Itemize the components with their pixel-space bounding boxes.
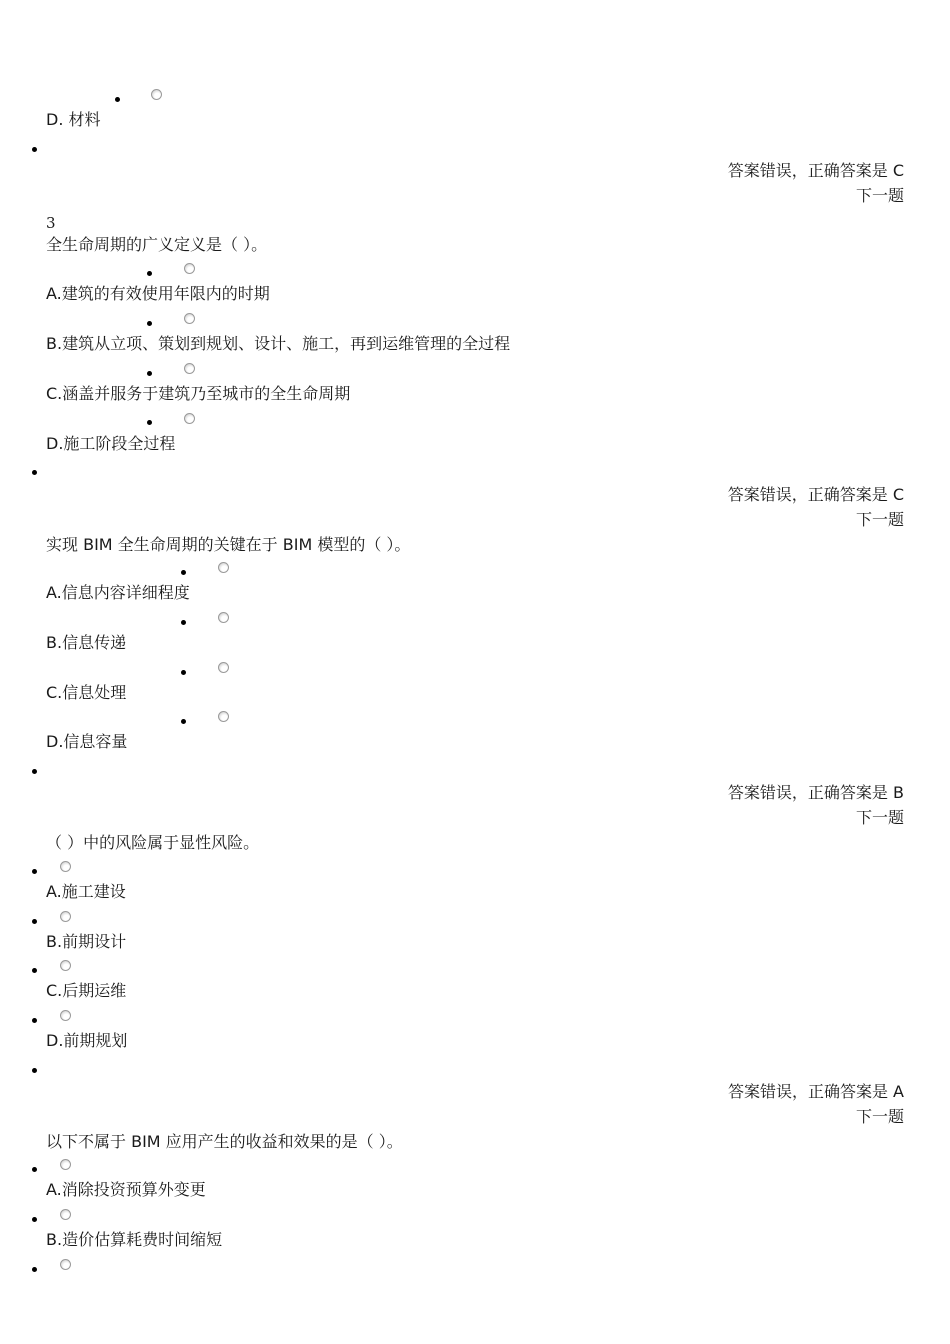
question-stem: 以下不属于 BIM 应用产生的收益和效果的是（ ）。 xyxy=(46,1132,403,1151)
next-question-link[interactable]: 下一题 xyxy=(855,186,904,205)
option-b-radio[interactable] xyxy=(218,612,229,623)
option-d-label: D. 材料 xyxy=(46,110,101,129)
answer-bullet xyxy=(32,470,37,475)
option-a-radio[interactable] xyxy=(60,1159,71,1170)
option-bullet xyxy=(147,271,152,276)
option-d-radio[interactable] xyxy=(60,1010,71,1021)
option-bullet xyxy=(32,869,37,874)
option-bullet xyxy=(32,1018,37,1023)
option-c-label: C.信息处理 xyxy=(46,683,127,702)
option-bullet xyxy=(181,670,186,675)
option-bullet xyxy=(181,620,186,625)
option-d-radio[interactable] xyxy=(184,413,195,424)
option-bullet xyxy=(32,919,37,924)
answer-bullet xyxy=(32,769,37,774)
option-b-label: B.信息传递 xyxy=(46,633,127,652)
option-bullet xyxy=(32,1267,37,1272)
option-bullet xyxy=(32,968,37,973)
next-question-link[interactable]: 下一题 xyxy=(855,808,904,827)
option-d-label: D.前期规划 xyxy=(46,1031,128,1050)
option-bullet xyxy=(115,97,120,102)
option-b-radio[interactable] xyxy=(60,911,71,922)
option-d-label: D.施工阶段全过程 xyxy=(46,434,176,453)
option-b-label: B.前期设计 xyxy=(46,932,127,951)
answer-feedback: 答案错误，正确答案是 C xyxy=(727,161,904,180)
option-d-radio[interactable] xyxy=(218,711,229,722)
option-c-radio[interactable] xyxy=(218,662,229,673)
question-stem: 实现 BIM 全生命周期的关键在于 BIM 模型的（ ）。 xyxy=(46,535,411,554)
option-a-radio[interactable] xyxy=(60,861,71,872)
option-b-label: B.建筑从立项、策划到规划、设计、施工，再到运维管理的全过程 xyxy=(46,334,511,353)
answer-bullet xyxy=(32,1068,37,1073)
question-number: 3 xyxy=(46,214,56,232)
option-a-label: A.信息内容详细程度 xyxy=(46,583,190,602)
option-bullet xyxy=(32,1167,37,1172)
option-b-radio[interactable] xyxy=(184,313,195,324)
option-a-label: A.消除投资预算外变更 xyxy=(46,1180,206,1199)
option-b-radio[interactable] xyxy=(60,1209,71,1220)
option-a-radio[interactable] xyxy=(218,562,229,573)
answer-feedback: 答案错误，正确答案是 A xyxy=(727,1082,904,1101)
option-c-label: C.后期运维 xyxy=(46,981,127,1000)
option-bullet xyxy=(147,420,152,425)
option-d-label: D.信息容量 xyxy=(46,732,128,751)
option-bullet xyxy=(181,719,186,724)
option-d-radio[interactable] xyxy=(151,89,162,100)
option-a-radio[interactable] xyxy=(184,263,195,274)
option-a-label: A.建筑的有效使用年限内的时期 xyxy=(46,284,270,303)
next-question-link[interactable]: 下一题 xyxy=(855,1107,904,1126)
answer-bullet xyxy=(32,147,37,152)
option-a-label: A.施工建设 xyxy=(46,882,126,901)
option-bullet xyxy=(181,570,186,575)
option-c-radio[interactable] xyxy=(184,363,195,374)
answer-feedback: 答案错误，正确答案是 B xyxy=(727,783,904,802)
option-c-label: C.涵盖并服务于建筑乃至城市的全生命周期 xyxy=(46,384,351,403)
option-bullet xyxy=(32,1217,37,1222)
option-c-radio[interactable] xyxy=(60,1259,71,1270)
option-bullet xyxy=(147,371,152,376)
answer-feedback: 答案错误，正确答案是 C xyxy=(727,485,904,504)
question-stem: 全生命周期的广义定义是（ ）。 xyxy=(46,235,268,254)
next-question-link[interactable]: 下一题 xyxy=(855,510,904,529)
option-b-label: B.造价估算耗费时间缩短 xyxy=(46,1230,223,1249)
option-c-radio[interactable] xyxy=(60,960,71,971)
option-bullet xyxy=(147,321,152,326)
question-stem: （ ）中的风险属于显性风险。 xyxy=(46,833,260,852)
